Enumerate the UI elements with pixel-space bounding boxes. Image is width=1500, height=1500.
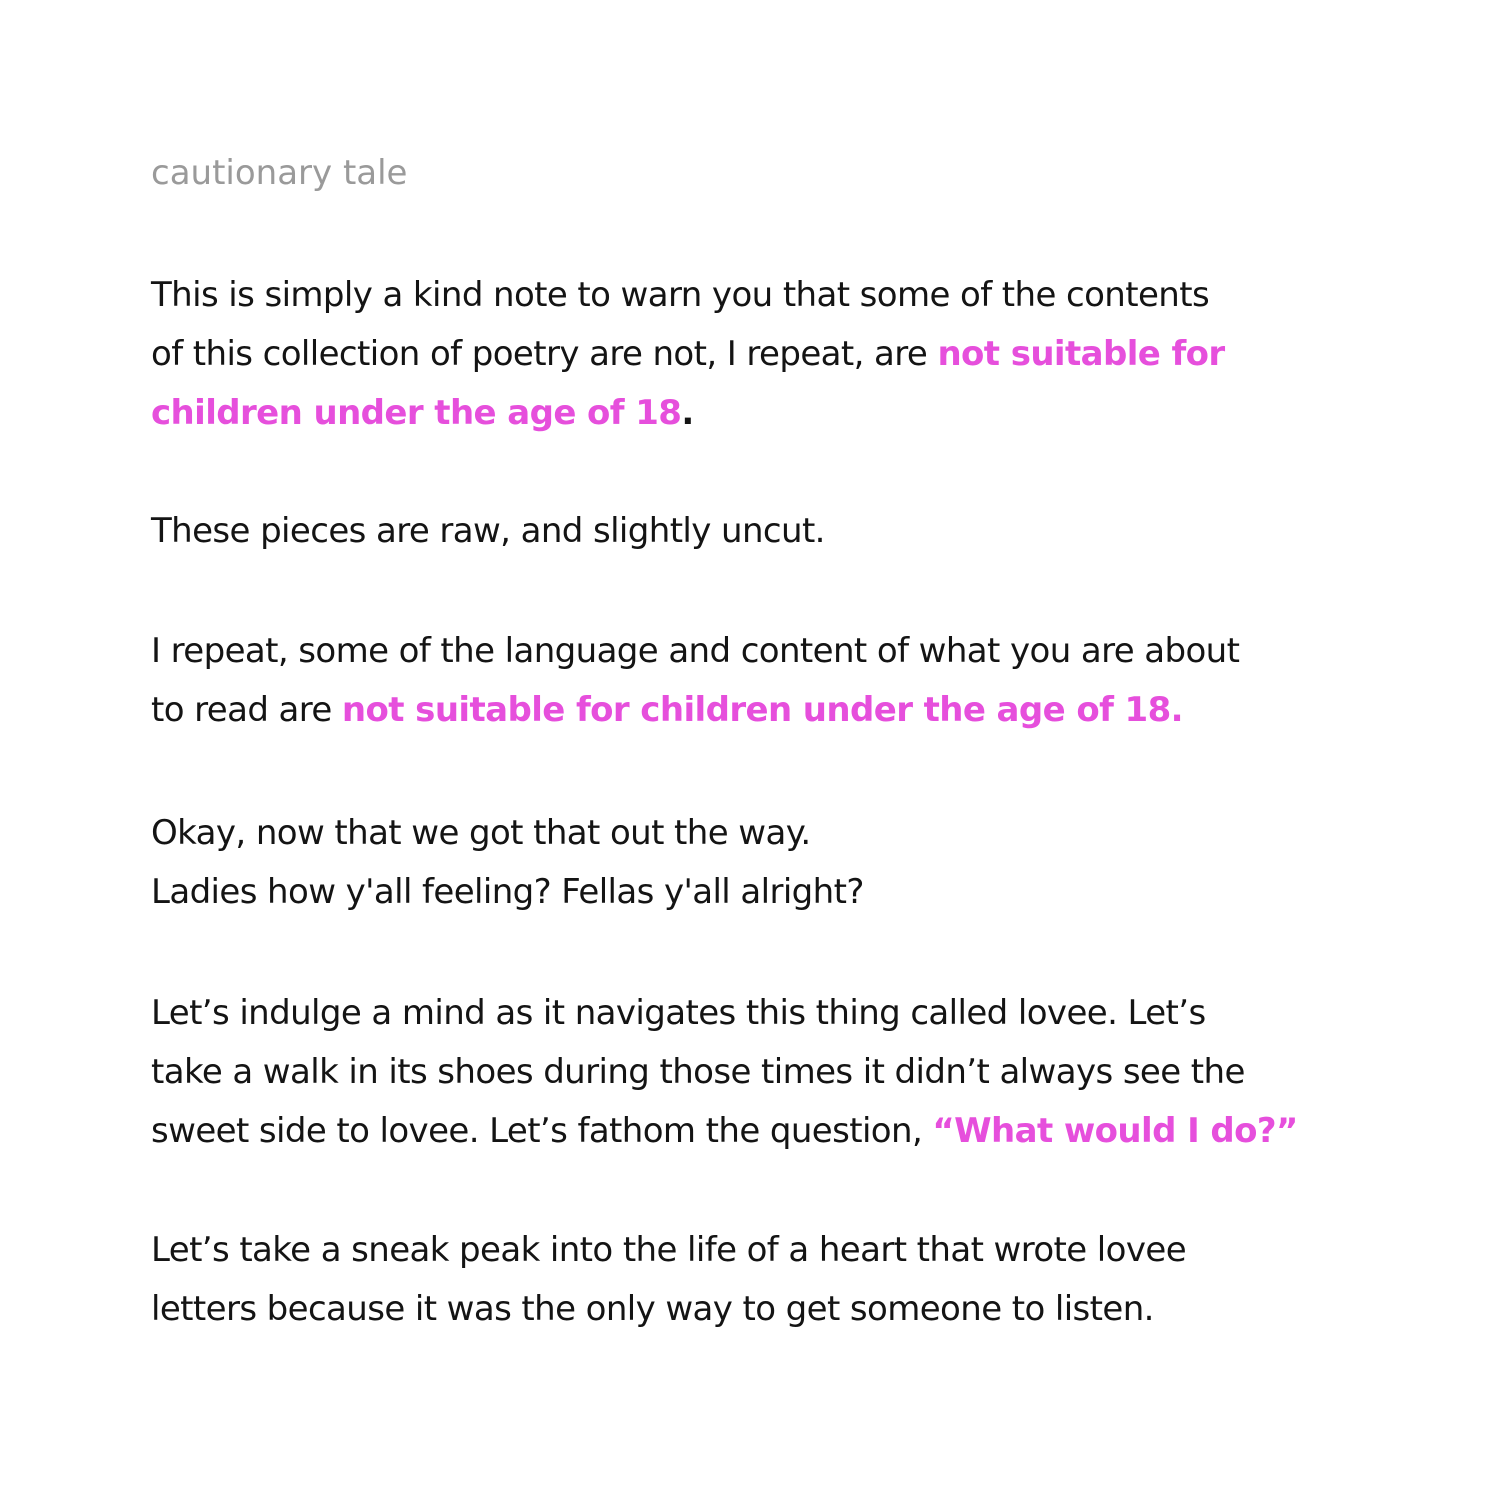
period-text: . [681,393,694,433]
line-text: to read are [151,690,342,730]
highlighted-text: children under the age of 18 [151,393,682,433]
line-text: sweet side to lovee. Let’s fathom the question, [151,1111,933,1151]
paragraph-line: Ladies how y'all feeling? Fellas y'all alright? [151,872,864,912]
paragraph-line: Okay, now that we got that out the way. [151,813,811,853]
paragraph-line [151,1102,1298,1161]
paragraph-line: I repeat, some of the language and content of what you are about [151,631,1240,671]
paragraph-warning [151,266,1225,443]
paragraph-greeting [151,804,864,922]
paragraph-line: take a walk in its shoes during those times it didn’t always see the [151,1052,1245,1092]
highlighted-text: not suitable for children under the age of 18. [341,690,1183,730]
paragraph-line: Let’s indulge a mind as it navigates this thing called lovee. Let’s [151,993,1206,1033]
line-text: of this collection of poetry are not, I repeat, are [151,334,938,374]
paragraph-line [151,325,1225,384]
paragraph-raw [151,502,825,561]
highlighted-question: “What would I do?” [932,1111,1298,1151]
paragraph-line: letters because it was the only way to get someone to listen. [151,1289,1154,1329]
paragraph-line: Let’s take a sneak peak into the life of a heart that wrote lovee [151,1230,1187,1270]
section-heading: cautionary tale [151,153,408,193]
paragraph-line [151,384,1225,443]
paragraph-line [151,681,1239,740]
highlighted-text: not suitable for [937,334,1225,374]
paragraph-repeat-warning [151,622,1239,740]
paragraph-line: These pieces are raw, and slightly uncut. [151,511,825,551]
paragraph-sneak-peak [151,1221,1186,1339]
paragraph-indulge [151,984,1298,1161]
paragraph-line: This is simply a kind note to warn you that some of the contents [151,275,1210,315]
